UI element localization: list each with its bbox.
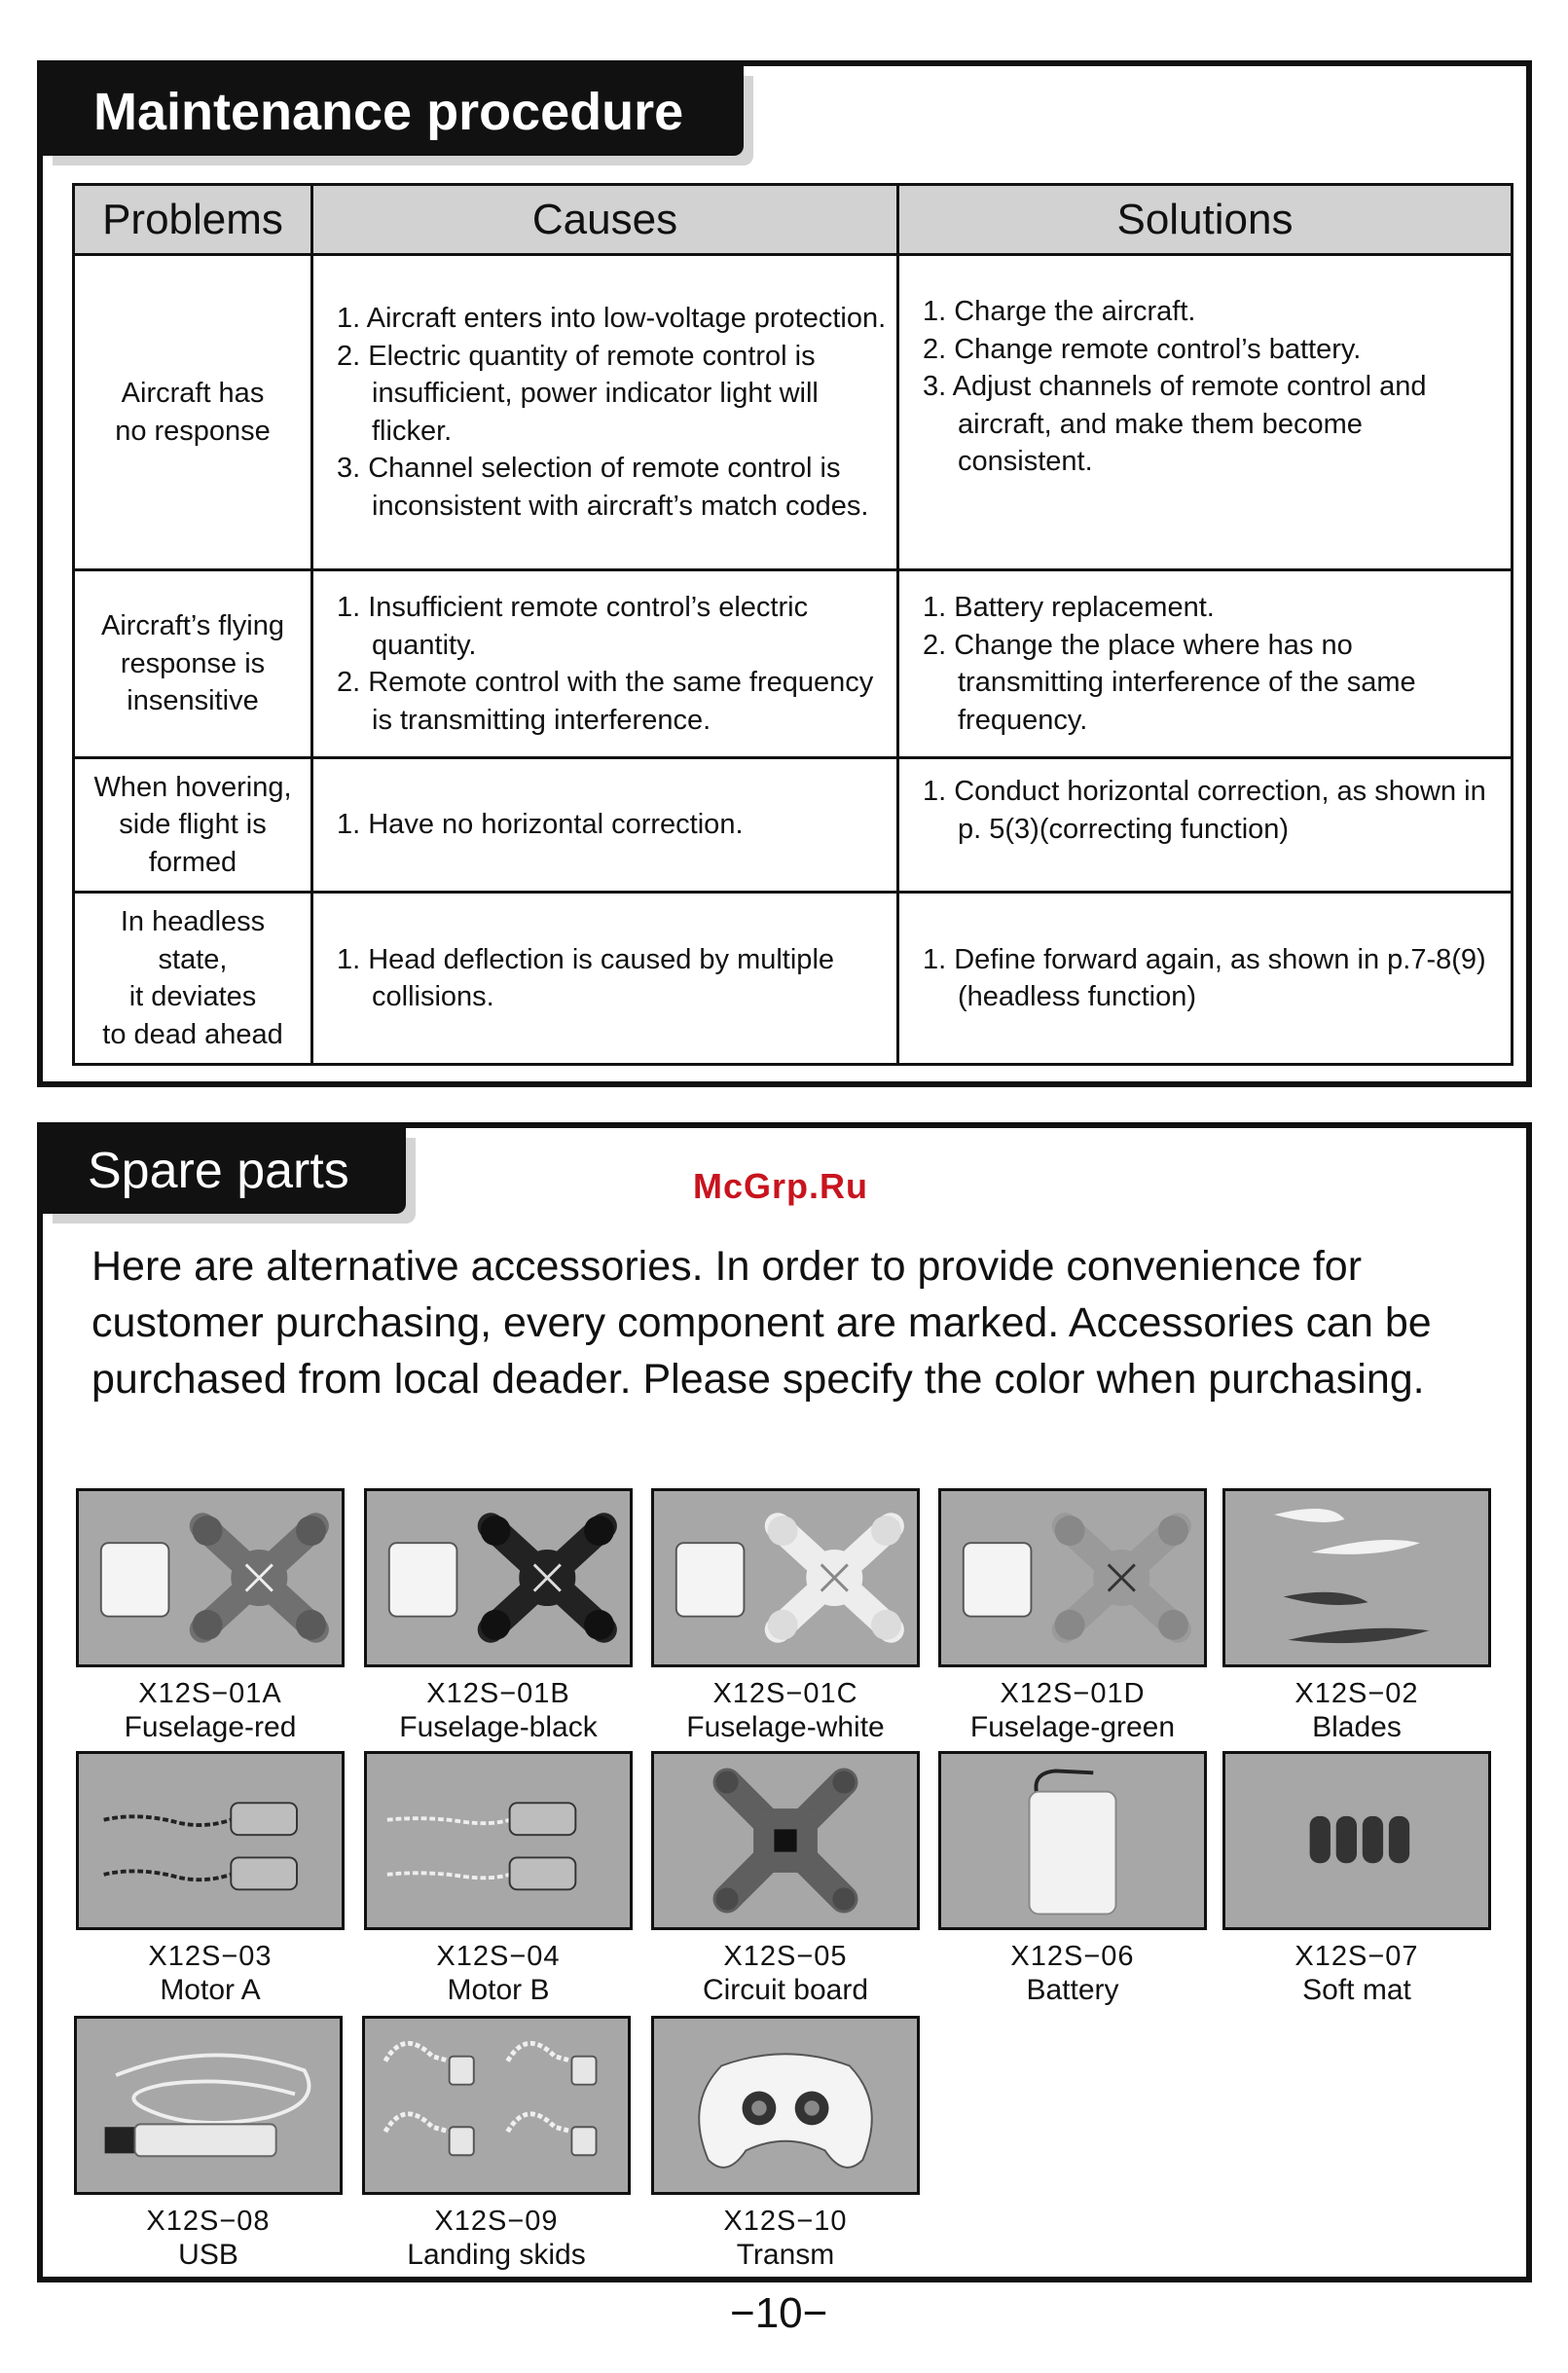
header-causes: Causes	[312, 185, 898, 255]
causes-cell	[312, 255, 898, 570]
solution-item: 2. Change remote control’s battery.	[923, 333, 1362, 365]
header-problems: Problems	[74, 185, 312, 255]
part-image	[938, 1488, 1207, 1667]
causes-cell	[312, 758, 898, 893]
table-row	[74, 758, 1513, 893]
part-card	[362, 2016, 631, 2273]
part-name: Fuselage-black	[399, 1711, 598, 1743]
part-image	[938, 1751, 1207, 1930]
maintenance-section	[37, 60, 1532, 1087]
part-name: Landing skids	[407, 2239, 586, 2271]
part-code: X12S−07	[1295, 1941, 1419, 1972]
part-code: X12S−10	[723, 2206, 848, 2237]
part-image	[364, 1751, 633, 1930]
usb-cable-icon	[77, 2019, 340, 2192]
cause-item: 1. Head deflection is caused by multiple collisions.	[337, 943, 835, 1012]
spare-parts-section	[37, 1122, 1532, 2282]
solutions-cell	[898, 570, 1513, 758]
part-code: X12S−01D	[1000, 1678, 1146, 1709]
cause-item: 2. Electric quantity of remote control is insufficient, power indicator light will flicker.	[337, 340, 819, 447]
part-image	[74, 2016, 343, 2195]
solution-item: 2. Change the place where has no transmitting interference of the same frequency.	[923, 629, 1416, 736]
part-card	[1222, 1488, 1491, 1745]
part-name: USB	[178, 2239, 238, 2271]
part-name: Fuselage-green	[969, 1711, 1176, 1743]
table-header-row	[74, 185, 1513, 255]
part-name: Fuselage-red	[124, 1711, 297, 1743]
solution-item: 1. Conduct horizontal correction, as shown in p. 5(3)(correcting function)	[923, 776, 1486, 845]
part-image	[651, 2016, 920, 2195]
problem-text: Aircraft has no response	[115, 378, 271, 447]
part-name: Battery	[1026, 1974, 1119, 2006]
part-code: X12S−05	[723, 1941, 848, 1972]
part-image	[362, 2016, 631, 2195]
part-code: X12S−06	[1010, 1941, 1135, 1972]
part-name: Motor B	[447, 1974, 550, 2006]
spare-parts-title: Spare parts	[43, 1128, 406, 1214]
part-card	[76, 1488, 345, 1745]
problem-text: Aircraft’s flying response is insensitive	[100, 610, 285, 717]
motor-b-icon	[367, 1754, 630, 1927]
solution-item: 1. Battery replacement.	[923, 592, 1215, 623]
motor-a-icon	[79, 1754, 342, 1927]
watermark: McGrp.Ru	[693, 1166, 869, 1206]
problem-cell	[74, 570, 312, 758]
problem-cell	[74, 255, 312, 570]
maintenance-table	[72, 183, 1513, 1066]
part-image	[76, 1751, 345, 1930]
cause-item: 3. Channel selection of remote control is inconsistent with aircraft’s match codes.	[337, 453, 869, 522]
part-image	[76, 1488, 345, 1667]
part-card	[651, 1488, 920, 1745]
transmitter-icon	[654, 2019, 917, 2192]
part-code: X12S−08	[146, 2206, 271, 2237]
maintenance-title: Maintenance procedure	[43, 66, 744, 156]
solutions-cell	[898, 758, 1513, 893]
fuselage-black-icon	[367, 1491, 630, 1664]
cause-item: 1. Aircraft enters into low-voltage protection.	[337, 303, 887, 334]
part-card	[76, 1751, 345, 2008]
part-code: X12S−02	[1295, 1678, 1419, 1709]
fuselage-green-icon	[941, 1491, 1204, 1664]
landing-skids-icon	[365, 2019, 628, 2192]
part-card	[651, 1751, 920, 2008]
part-card	[938, 1751, 1207, 2008]
part-name: Circuit board	[702, 1974, 869, 2006]
part-code: X12S−09	[434, 2206, 559, 2237]
part-card	[74, 2016, 343, 2273]
causes-cell	[312, 570, 898, 758]
cause-item: 2. Remote control with the same frequency is transmitting interference.	[337, 667, 874, 736]
part-image	[1222, 1488, 1491, 1667]
header-solutions: Solutions	[898, 185, 1513, 255]
part-image	[651, 1751, 920, 1930]
part-card	[1222, 1751, 1491, 2008]
part-name: Blades	[1312, 1711, 1402, 1743]
circuit-board-icon	[654, 1754, 917, 1927]
table-row	[74, 255, 1513, 570]
spare-parts-intro: Here are alternative accessories. In order to provide convenience for customer purchasing, every component are marked. Accessories can be purchased from local deader. Please specify the color when purchasing.	[91, 1243, 1432, 1403]
part-code: X12S−03	[148, 1941, 273, 1972]
part-card	[364, 1751, 633, 2008]
part-image	[651, 1488, 920, 1667]
solution-item: 3. Adjust channels of remote control and aircraft, and make them become consistent.	[923, 371, 1427, 478]
part-card	[938, 1488, 1207, 1745]
part-code: X12S−01C	[712, 1678, 858, 1709]
causes-cell	[312, 893, 898, 1065]
solution-item: 1. Define forward again, as shown in p.7-8(9)(headless function)	[923, 943, 1486, 1012]
soft-mat-icon	[1225, 1754, 1488, 1927]
part-name: Fuselage-white	[686, 1711, 885, 1743]
battery-icon	[941, 1754, 1204, 1927]
page-number: −10−	[730, 2289, 828, 2337]
part-name: Transm	[736, 2239, 835, 2271]
part-code: X12S−01A	[138, 1678, 282, 1709]
part-card	[364, 1488, 633, 1745]
problem-text: In headless state, it deviates to dead ahead	[102, 906, 283, 1050]
part-code: X12S−01B	[426, 1678, 570, 1709]
problem-text: When hovering, side flight is formed	[93, 771, 292, 878]
cause-item: 1. Have no horizontal correction.	[337, 809, 744, 841]
blades-icon	[1225, 1491, 1488, 1664]
cause-item: 1. Insufficient remote control’s electric quantity.	[337, 592, 809, 661]
fuselage-white-icon	[654, 1491, 917, 1664]
problem-cell	[74, 893, 312, 1065]
part-code: X12S−04	[436, 1941, 561, 1972]
table-row	[74, 570, 1513, 758]
fuselage-red-icon	[79, 1491, 342, 1664]
solutions-cell	[898, 893, 1513, 1065]
table-row	[74, 893, 1513, 1065]
part-image	[1222, 1751, 1491, 1930]
solution-item: 1. Charge the aircraft.	[923, 296, 1196, 328]
part-image	[364, 1488, 633, 1667]
part-card	[651, 2016, 920, 2273]
part-name: Soft mat	[1302, 1974, 1411, 2006]
solutions-cell	[898, 255, 1513, 570]
part-name: Motor A	[160, 1974, 261, 2006]
problem-cell	[74, 758, 312, 893]
